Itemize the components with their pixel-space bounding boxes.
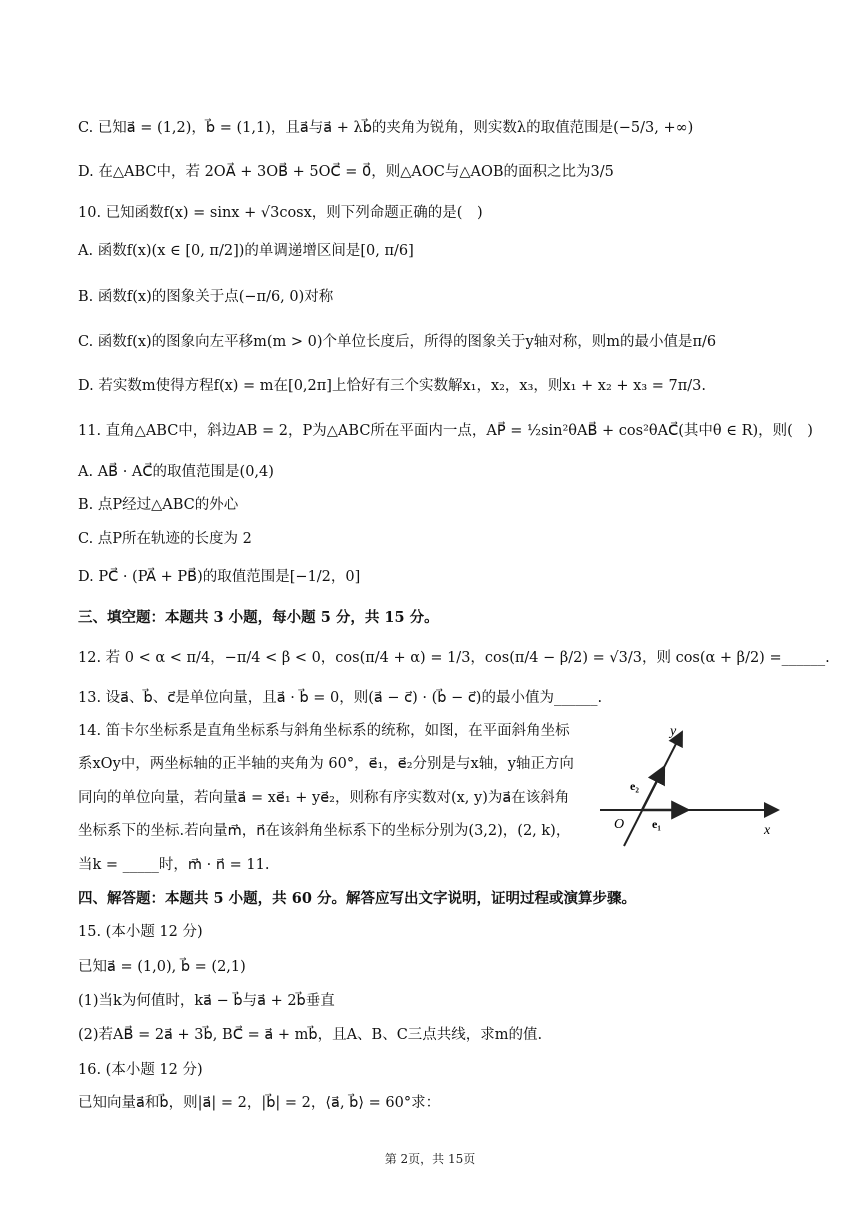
option-9d: D. 在△ABC中，若 2OA⃗ + 3OB⃗ + 5OC⃗ = 0⃗，则△AOC与△AOB的面积之比为3/5 bbox=[78, 164, 614, 180]
question-15-header: 15. (本小题 12 分) bbox=[78, 924, 203, 940]
question-10: 10. 已知函数f(x) = sinx + √3cosx，则下列命题正确的是( ) bbox=[78, 205, 483, 221]
option-11c: C. 点P所在轨迹的长度为 2 bbox=[78, 531, 252, 547]
question-14-line-4: 坐标系下的坐标.若向量m⃗，n⃗在该斜角坐标系下的坐标分别为(3,2)，(2, k)， bbox=[78, 823, 571, 839]
e1-label: e₁ bbox=[652, 817, 661, 831]
question-16-header: 16. (本小题 12 分) bbox=[78, 1062, 203, 1078]
e2-label: e₂ bbox=[630, 779, 639, 793]
section-solution-heading: 四、解答题：本题共 5 小题，共 60 分。解答应写出文字说明，证明过程或演算步骤。 bbox=[78, 890, 636, 907]
oblique-axes-figure bbox=[596, 718, 786, 850]
question-14-line-1: 14. 笛卡尔坐标系是直角坐标系与斜角坐标系的统称，如图，在平面斜角坐标 bbox=[78, 723, 570, 739]
option-10d: D. 若实数m使得方程f(x) = m在[0,2π]上恰好有三个实数解x₁，x₂，x₃，则x₁ + x₂ + x₃ = 7π/3. bbox=[78, 378, 706, 394]
question-11: 11. 直角△ABC中，斜边AB = 2，P为△ABC所在平面内一点，AP⃗ = ½sin²θAB⃗ + cos²θAC⃗(其中θ ∈ R)，则( ) bbox=[78, 423, 813, 439]
section-fill-in-heading: 三、填空题：本题共 3 小题，每小题 5 分，共 15 分。 bbox=[78, 609, 439, 626]
question-14-line-3: 同向的单位向量，若向量a⃗ = xe⃗₁ + ye⃗₂，则称有序实数对(x, y)为a⃗在该斜角 bbox=[78, 790, 570, 806]
question-14-line-5: 当k = _____时，m⃗ · n⃗ = 11. bbox=[78, 857, 270, 873]
origin-label: O bbox=[614, 817, 625, 832]
y-axis-label: y bbox=[670, 724, 677, 739]
option-11d: D. PC⃗ · (PA⃗ + PB⃗)的取值范围是[−1/2，0] bbox=[78, 569, 361, 585]
question-13: 13. 设a⃗、b⃗、c⃗是单位向量，且a⃗ · b⃗ = 0，则(a⃗ − c⃗) · (b⃗ − c⃗)的最小值为______. bbox=[78, 690, 603, 706]
question-12: 12. 若 0 < α < π/4，−π/4 < β < 0，cos(π/4 + α) = 1/3，cos(π/4 − β/2) = √3/3，则 cos(α + β/2) =______. bbox=[78, 650, 830, 666]
question-14-line-2: 系xOy中，两坐标轴的正半轴的夹角为 60°，e⃗₁，e⃗₂分别是与x轴，y轴正方向 bbox=[78, 756, 574, 772]
option-10b: B. 函数f(x)的图象关于点(−π/6, 0)对称 bbox=[78, 289, 334, 305]
question-15-given: 已知a⃗ = (1,0), b⃗ = (2,1) bbox=[78, 959, 246, 975]
option-11b: B. 点P经过△ABC的外心 bbox=[78, 497, 239, 513]
option-10c: C. 函数f(x)的图象向左平移m(m > 0)个单位长度后，所得的图象关于y轴对称，则m的最小值是π/6 bbox=[78, 334, 717, 350]
question-16-given: 已知向量a⃗和b⃗，则|a⃗| = 2，|b⃗| = 2，⟨a⃗, b⃗⟩ = 60°求： bbox=[78, 1095, 441, 1111]
page-footer: 第 2页，共 15页 bbox=[384, 1152, 476, 1166]
question-15-part-1: (1)当k为何值时，ka⃗ − b⃗与a⃗ + 2b⃗垂直 bbox=[78, 993, 335, 1009]
option-11a: A. AB⃗ · AC⃗的取值范围是(0,4) bbox=[78, 464, 274, 480]
question-15-part-2: (2)若AB⃗ = 2a⃗ + 3b⃗, BC⃗ = a⃗ + mb⃗，且A、B、C三点共线，求m的值. bbox=[78, 1027, 543, 1043]
x-axis-label: x bbox=[764, 823, 771, 838]
option-9c: C. 已知a⃗ = (1,2)，b⃗ = (1,1)，且a⃗与a⃗ + λb⃗的夹角为锐角，则实数λ的取值范围是(−5/3, +∞) bbox=[78, 120, 694, 136]
e2-vector bbox=[642, 767, 664, 810]
option-10a: A. 函数f(x)(x ∈ [0, π/2])的单调递增区间是[0, π/6] bbox=[78, 243, 414, 259]
